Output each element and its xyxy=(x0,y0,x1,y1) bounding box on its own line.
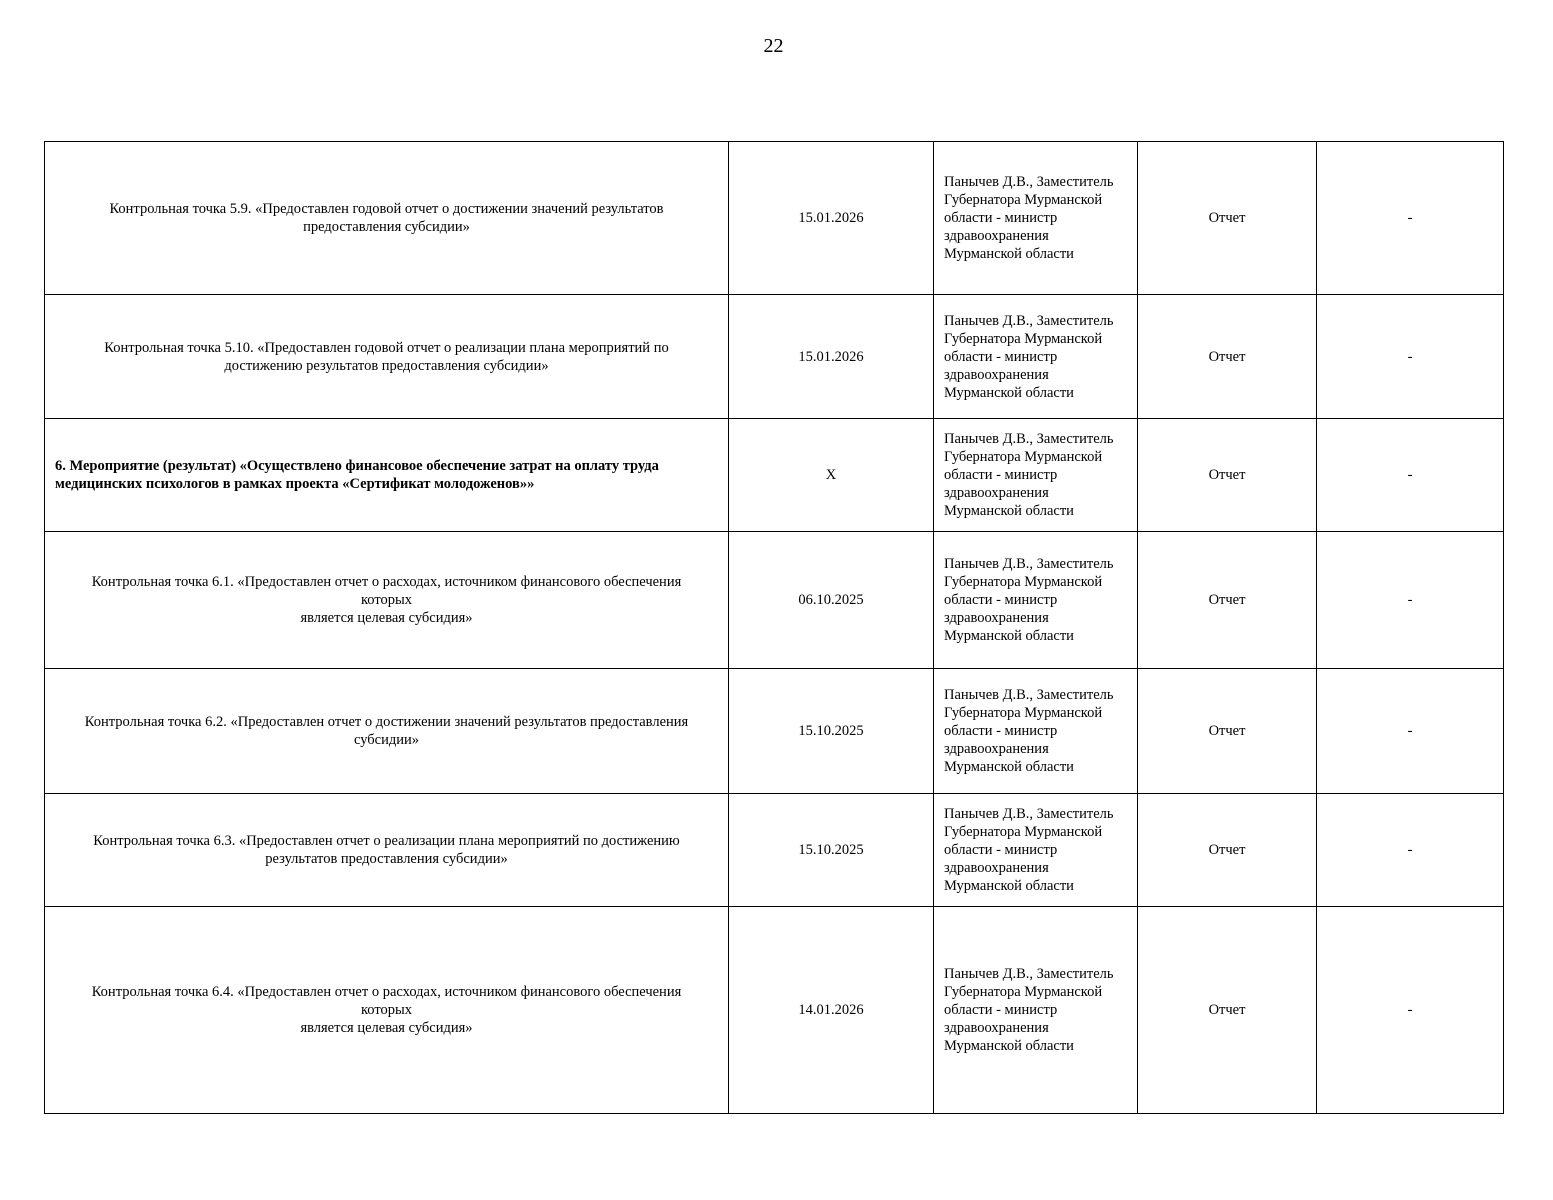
row-document: Отчет xyxy=(1138,142,1317,295)
row-date: X xyxy=(729,419,934,532)
row-name-cell xyxy=(45,794,729,907)
row-note: - xyxy=(1317,295,1504,419)
row-name-cell xyxy=(45,295,729,419)
row-name: Контрольная точка 6.2. «Предоставлен отчет о достижении значений результатов предоставления субсидии» xyxy=(84,714,689,748)
row-responsible: Панычев Д.В., Заместитель Губернатора Мурманской области - министр здравоохранения Мурманской области xyxy=(934,532,1138,669)
row-date: 15.01.2026 xyxy=(729,295,934,419)
control-points-table xyxy=(44,141,1504,1114)
table-row xyxy=(45,669,1504,794)
row-document: Отчет xyxy=(1138,295,1317,419)
row-note: - xyxy=(1317,532,1504,669)
row-date: 14.01.2026 xyxy=(729,907,934,1114)
row-name: Контрольная точка 6.4. «Предоставлен отчет о расходах, источником финансового обеспечения которых является целевая субсидия» xyxy=(91,984,682,1036)
row-responsible: Панычев Д.В., Заместитель Губернатора Мурманской области - министр здравоохранения Мурманской области xyxy=(934,419,1138,532)
row-document: Отчет xyxy=(1138,794,1317,907)
row-name-cell xyxy=(45,669,729,794)
row-date: 15.01.2026 xyxy=(729,142,934,295)
row-document: Отчет xyxy=(1138,419,1317,532)
row-responsible: Панычев Д.В., Заместитель Губернатора Мурманской области - министр здравоохранения Мурманской области xyxy=(934,295,1138,419)
row-document: Отчет xyxy=(1138,907,1317,1114)
row-name-cell xyxy=(45,907,729,1114)
row-note: - xyxy=(1317,142,1504,295)
row-note: - xyxy=(1317,419,1504,532)
row-note: - xyxy=(1317,907,1504,1114)
row-name: 6. Мероприятие (результат) «Осуществлено финансовое обеспечение затрат на оплату труда медицинских психологов в рамках проекта «Сертификат молодоженов»» xyxy=(55,458,659,492)
row-responsible: Панычев Д.В., Заместитель Губернатора Мурманской области - министр здравоохранения Мурманской области xyxy=(934,142,1138,295)
table-row xyxy=(45,907,1504,1114)
row-name-cell xyxy=(45,419,729,532)
row-note: - xyxy=(1317,794,1504,907)
row-note: - xyxy=(1317,669,1504,794)
table-row xyxy=(45,142,1504,295)
row-name: Контрольная точка 5.9. «Предоставлен годовой отчет о достижении значений результатов предоставления субсидии» xyxy=(109,201,664,235)
row-name: Контрольная точка 6.1. «Предоставлен отчет о расходах, источником финансового обеспечения которых является целевая субсидия» xyxy=(91,574,682,626)
row-name-cell xyxy=(45,142,729,295)
table-row xyxy=(45,419,1504,532)
page-number: 22 xyxy=(763,35,784,57)
row-document: Отчет xyxy=(1138,669,1317,794)
row-date: 15.10.2025 xyxy=(729,794,934,907)
row-responsible: Панычев Д.В., Заместитель Губернатора Мурманской области - министр здравоохранения Мурманской области xyxy=(934,794,1138,907)
row-date: 06.10.2025 xyxy=(729,532,934,669)
row-document: Отчет xyxy=(1138,532,1317,669)
table-row xyxy=(45,295,1504,419)
row-name: Контрольная точка 6.3. «Предоставлен отчет о реализации плана мероприятий по достижению результатов предоставления субсидии» xyxy=(93,833,680,867)
row-name-cell xyxy=(45,532,729,669)
row-date: 15.10.2025 xyxy=(729,669,934,794)
table-row xyxy=(45,794,1504,907)
table-row xyxy=(45,532,1504,669)
row-responsible: Панычев Д.В., Заместитель Губернатора Мурманской области - министр здравоохранения Мурманской области xyxy=(934,669,1138,794)
row-name: Контрольная точка 5.10. «Предоставлен годовой отчет о реализации плана мероприятий по достижению результатов предоставления субсидии» xyxy=(104,339,669,374)
row-responsible: Панычев Д.В., Заместитель Губернатора Мурманской области - министр здравоохранения Мурманской области xyxy=(934,907,1138,1114)
